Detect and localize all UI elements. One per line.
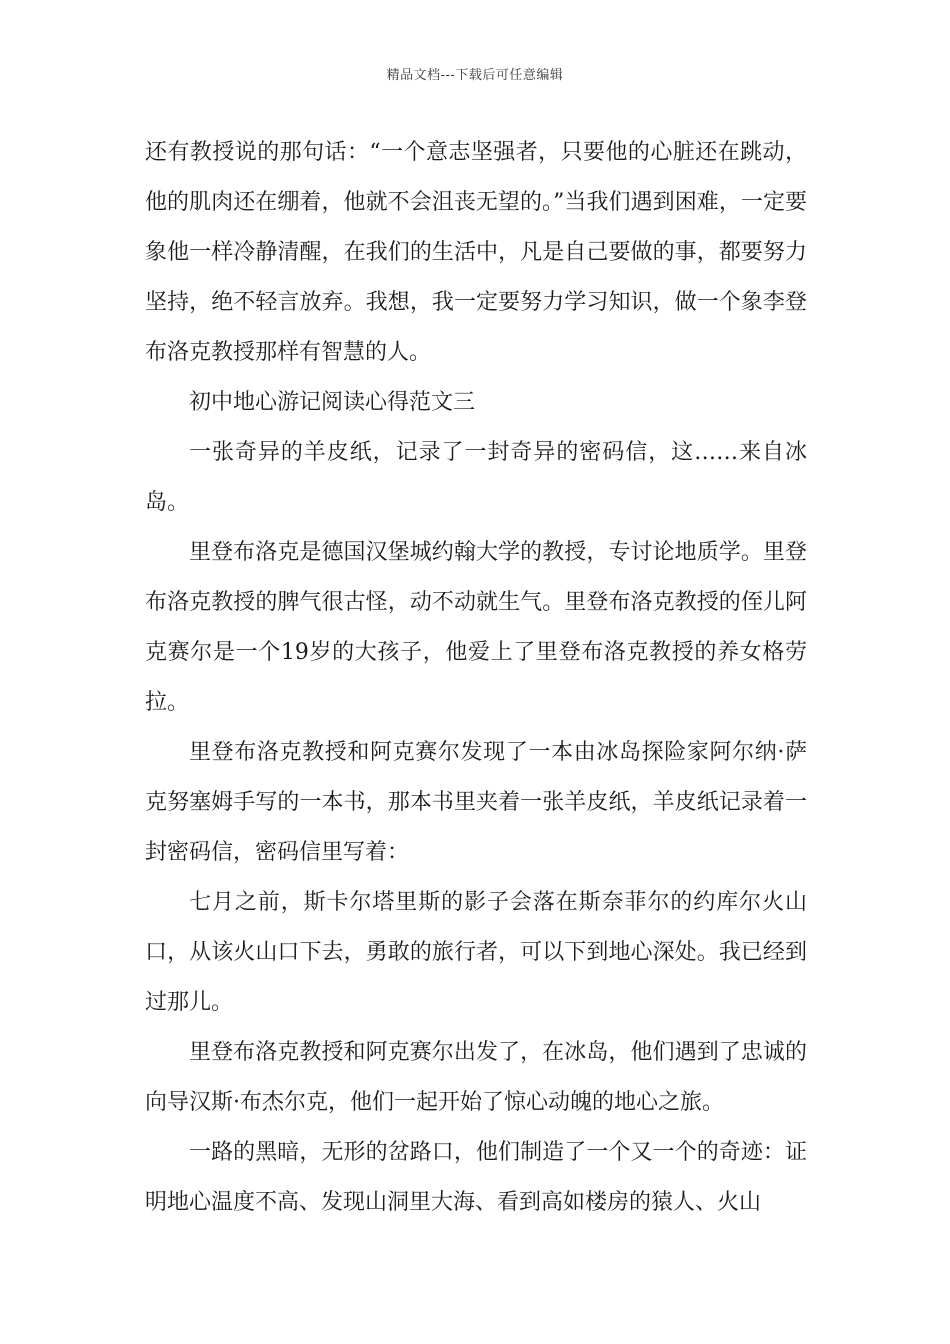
document-body — [145, 128, 807, 1228]
section-heading: 初中地心游记阅读心得范文三 — [189, 390, 476, 415]
paragraph: 一路的黑暗，无形的岔路口，他们制造了一个又一个的奇迹：证明地心温度不高、发现山洞里大海、看到高如楼房的猿人、火山 — [145, 1140, 807, 1215]
paragraph: 还有教授说的那句话：“一个意志坚强者，只要他的心脏还在跳动，他的肌肉还在绷着，他就不会沮丧无望的。”当我们遇到困难，一定要象他一样冷静清醒，在我们的生活中，凡是自己要做的事，都要努力坚持，绝不轻言放弃。我想，我一定要努力学习知识，做一个象李登布洛克教授那样有智慧的人。 — [145, 140, 807, 365]
paragraph: 里登布洛克是德国汉堡城约翰大学的教授，专讨论地质学。里登布洛克教授的脾气很古怪，动不动就生气。里登布洛克教授的侄儿阿克赛尔是一个19岁的大孩子，他爱上了里登布洛克教授的养女格劳拉。 — [145, 540, 807, 715]
paragraph: 里登布洛克教授和阿克赛尔出发了，在冰岛，他们遇到了忠诚的向导汉斯·布杰尔克，他们一起开始了惊心动魄的地心之旅。 — [145, 1040, 807, 1115]
paragraph: 里登布洛克教授和阿克赛尔发现了一本由冰岛探险家阿尔纳·萨克努塞姆手写的一本书，那本书里夹着一张羊皮纸，羊皮纸记录着一封密码信，密码信里写着： — [145, 740, 807, 865]
page-header: 精品文档---下载后可任意编辑 — [386, 68, 564, 83]
paragraph: 七月之前，斯卡尔塔里斯的影子会落在斯奈菲尔的约库尔火山口，从该火山口下去，勇敢的旅行者，可以下到地心深处。我已经到过那儿。 — [145, 890, 807, 1015]
paragraph: 一张奇异的羊皮纸，记录了一封奇异的密码信，这……来自冰岛。 — [145, 440, 807, 515]
